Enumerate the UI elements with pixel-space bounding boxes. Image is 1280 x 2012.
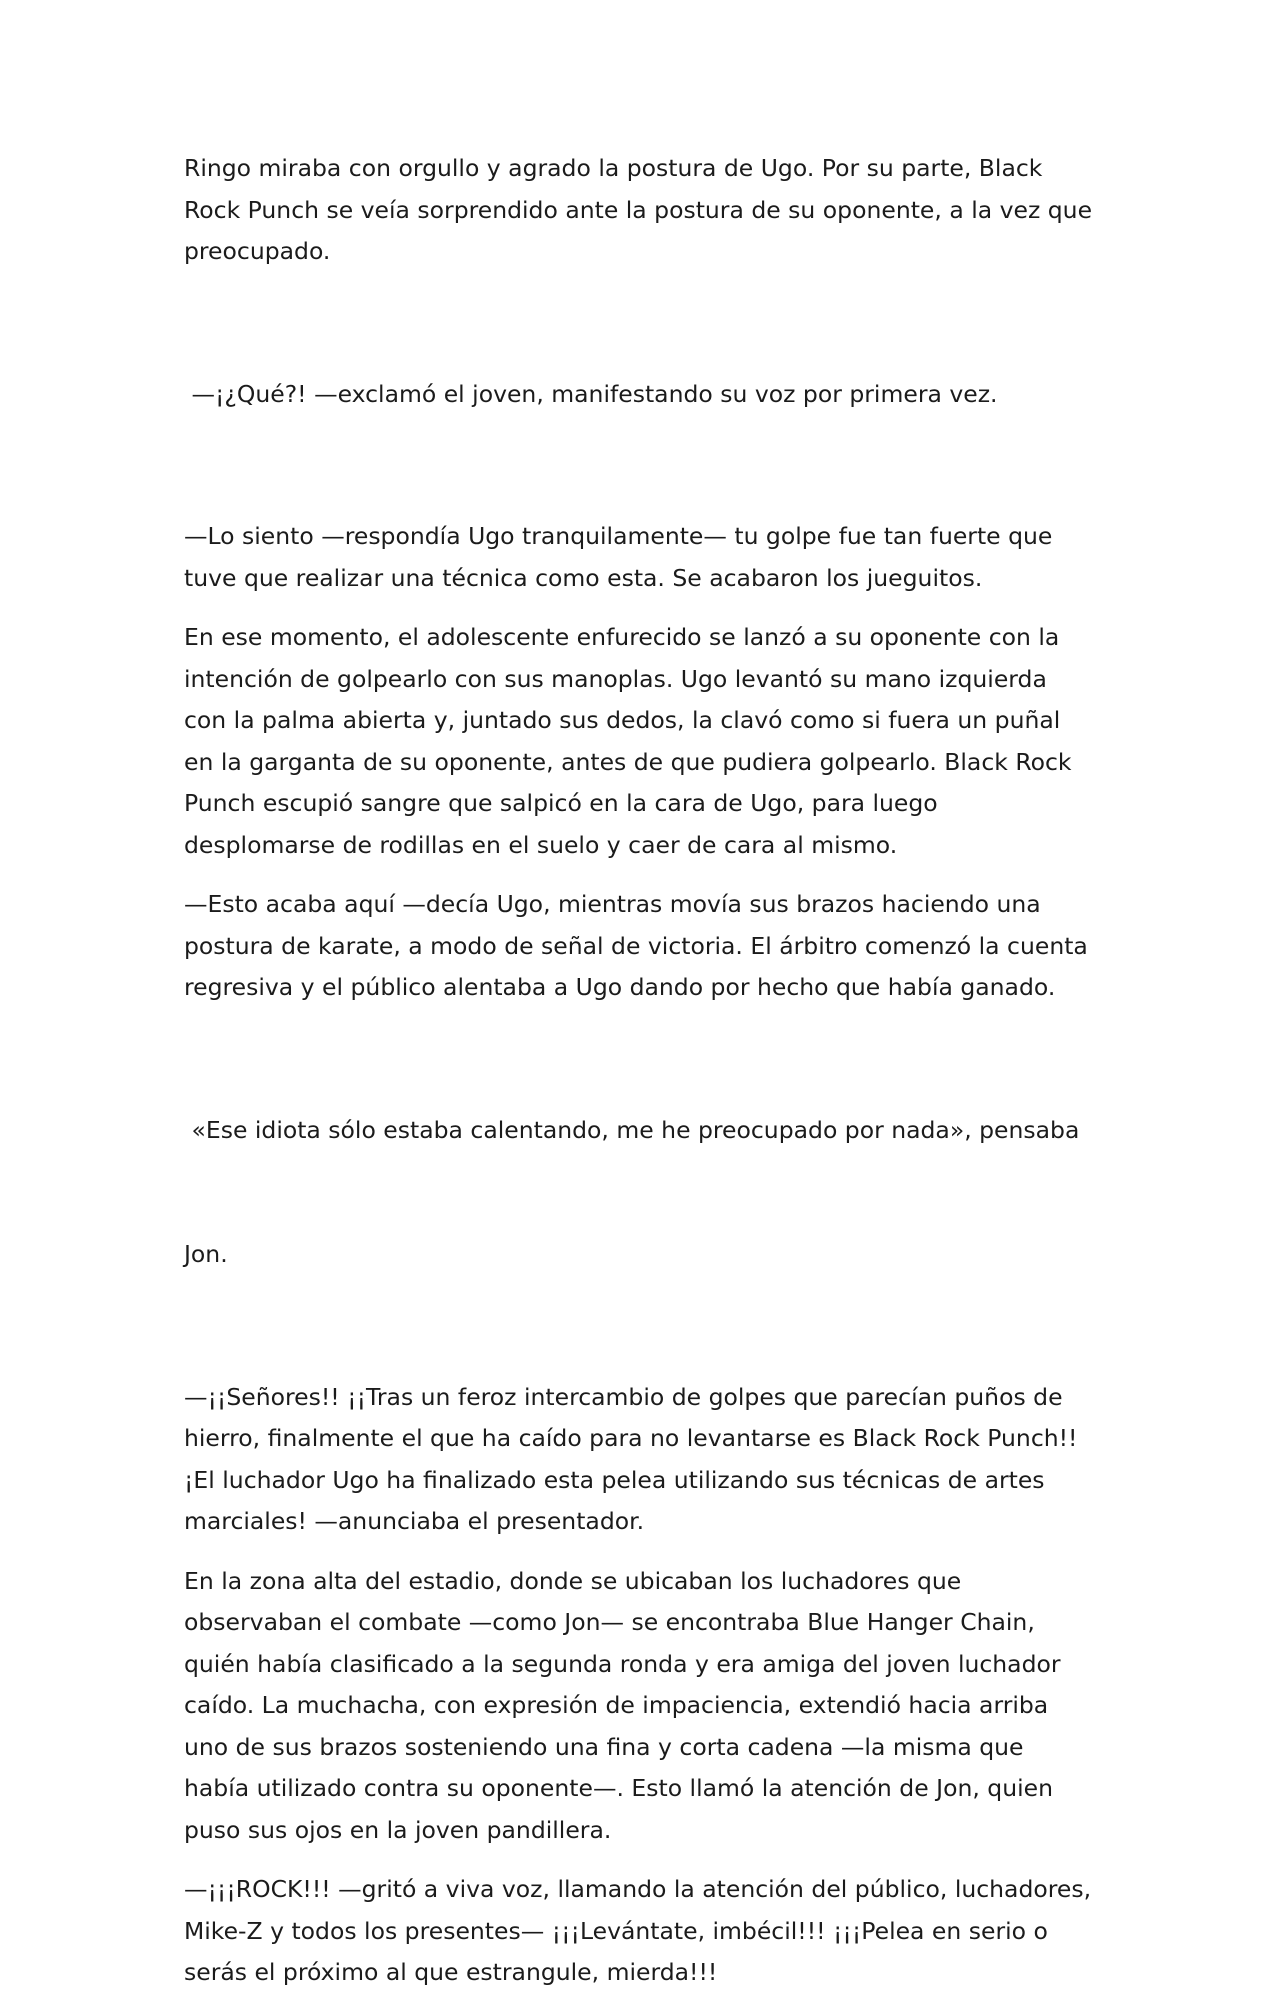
paragraph (184, 1869, 1114, 1994)
text-line: en la garganta de su oponente, antes de que pudiera golpearlo. Black Rock (184, 747, 1072, 776)
text-line: Punch escupió sangre que salpicó en la cara de Ugo, para luego (184, 789, 938, 817)
text-line: Ringo miraba con orgullo y agrado la postura de Ugo. Por su parte, Black (184, 154, 1043, 182)
text-line: —Esto acaba aquí —decía Ugo, mientras movía sus brazos haciendo una (184, 890, 1041, 918)
document-page (184, 148, 1114, 2012)
text-line: observaban el combate —como Jon— se encontraba Blue Hanger Chain, (184, 1608, 1035, 1636)
text-line: quién había clasificado a la segunda ronda y era amiga del joven luchador (184, 1649, 1061, 1678)
text-line: —Lo siento —respondía Ugo tranquilamente— tu golpe fue tan fuerte que (184, 522, 1053, 550)
paragraph (184, 291, 1114, 499)
text-line: En ese momento, el adolescente enfurecido se lanzó a su oponente con la (184, 623, 1060, 651)
text-line: marciales! —anunciaba el presentador. (184, 1507, 645, 1535)
text-line: hierro, finalmente el que ha caído para no levantarse es Black Rock Punch!! (184, 1424, 1078, 1452)
text-line: ¡El luchador Ugo ha finalizado esta pelea utilizando sus técnicas de artes (184, 1465, 1045, 1494)
text-line: «Ese idiota sólo estaba calentando, me he preocupado por nada», pensaba (184, 1115, 1080, 1144)
text-line: —¡¡Señores!! ¡¡Tras un feroz intercambio de golpes que parecían puños de (184, 1382, 1063, 1411)
paragraph (184, 1377, 1114, 1543)
paragraph (184, 1027, 1114, 1359)
text-line: desplomarse de rodillas en el suelo y caer de cara al mismo. (184, 830, 898, 859)
text-line: Rock Punch se veía sorprendido ante la postura de su oponente, a la vez que (184, 195, 1093, 224)
paragraph (184, 884, 1114, 1009)
text-line: postura de karate, a modo de señal de victoria. El árbitro comenzó la cuenta (184, 931, 1088, 960)
text-line: Jon. (184, 1240, 228, 1268)
text-line: preocupado. (184, 237, 331, 265)
paragraph (184, 617, 1114, 866)
paragraph (184, 516, 1114, 599)
paragraph (184, 1561, 1114, 1852)
text-line: —¡¿Qué?! —exclamó el joven, manifestando su voz por primera vez. (184, 379, 998, 408)
paragraph (184, 148, 1114, 273)
text-line: serás el próximo al que estrangule, mierda!!! (184, 1958, 718, 1986)
text-line: —¡¡¡ROCK!!! —gritó a viva voz, llamando la atención del público, luchadores, (184, 1875, 1092, 1903)
text-line: caído. La muchacha, con expresión de impaciencia, extendió hacia arriba (184, 1691, 1049, 1719)
text-line: había utilizado contra su oponente—. Esto llamó la atención de Jon, quien (184, 1774, 1053, 1802)
text-line: Mike-Z y todos los presentes— ¡¡¡Levántate, imbécil!!! ¡¡¡Pelea en serio o (184, 1916, 1048, 1945)
text-line: intención de golpearlo con sus manoplas. Ugo levantó su mano izquierda (184, 664, 1047, 693)
text-line: En la zona alta del estadio, donde se ubicaban los luchadores que (184, 1566, 962, 1595)
text-line: puso sus ojos en la joven pandillera. (184, 1815, 612, 1844)
text-line: regresiva y el público alentaba a Ugo dando por hecho que había ganado. (184, 973, 1056, 1001)
text-line: con la palma abierta y, juntado sus dedos, la clavó como si fuera un puñal (184, 706, 1061, 734)
text-line: tuve que realizar una técnica como esta. Se acabaron los jueguitos. (184, 563, 983, 592)
text-line: uno de sus brazos sosteniendo una fina y corta cadena —la misma que (184, 1732, 1024, 1761)
